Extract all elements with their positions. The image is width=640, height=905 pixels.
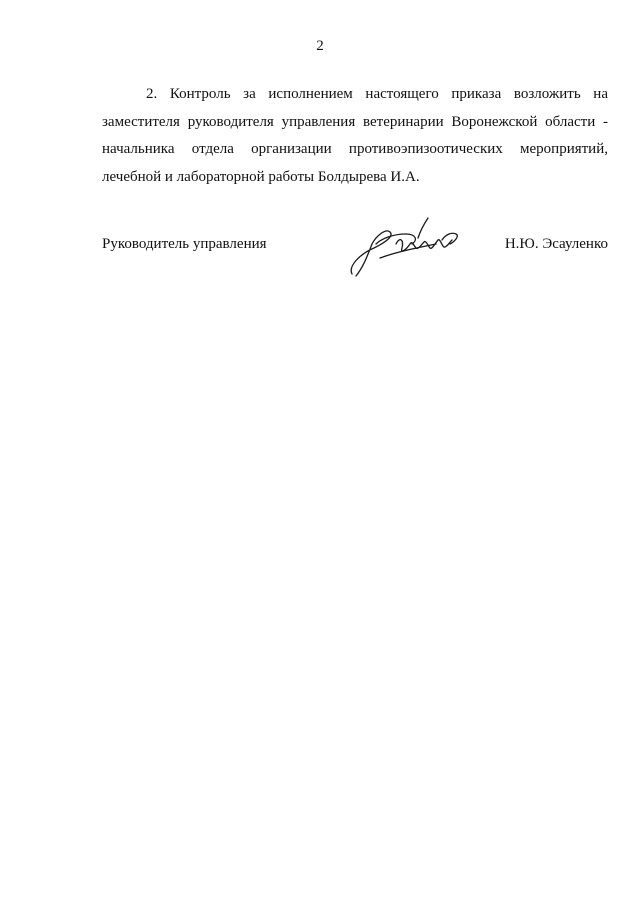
signer-name: Н.Ю. Эсауленко <box>504 236 608 252</box>
handwritten-signature <box>346 214 476 284</box>
order-paragraph <box>102 81 608 191</box>
signature-block <box>102 236 608 296</box>
paragraph-line: лечебной и лабораторной работы Болдырева И.А. <box>102 168 420 185</box>
page-number: 2 <box>316 38 324 54</box>
signer-position: Руководитель управления <box>102 236 267 252</box>
paragraph-line: заместителя руководителя управления ветеринарии Воронежской области - <box>102 113 608 130</box>
paragraph-line: начальника отдела организации противоэпизоотических мероприятий, <box>102 141 608 157</box>
paragraph-line: 2. Контроль за исполнением настоящего приказа возложить на <box>146 86 608 102</box>
